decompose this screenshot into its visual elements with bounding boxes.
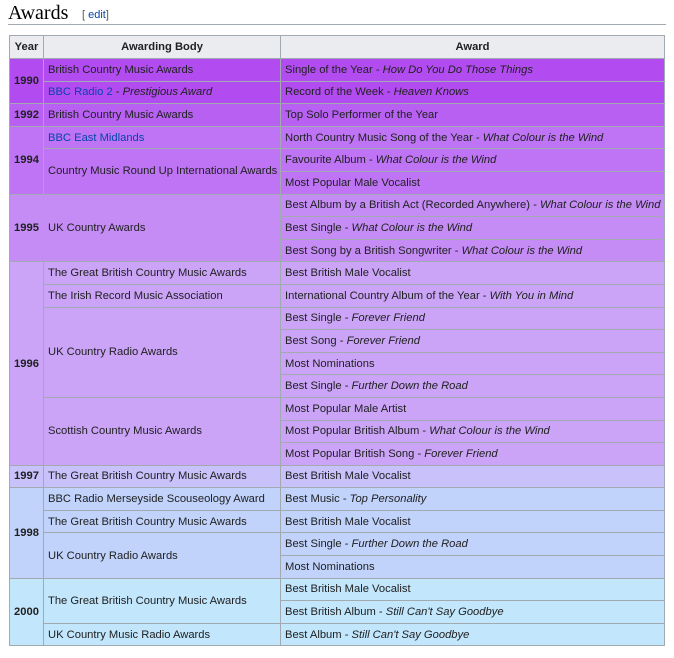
award-work-title: What Colour is the Wind: [429, 425, 550, 438]
awarding-body-name: UK Country Music Radio Awards: [48, 628, 211, 641]
year-cell: [10, 126, 44, 194]
award-category: Best British Male Vocalist: [285, 470, 411, 483]
section-title: Awards: [8, 2, 69, 24]
awarding-body-name: UK Country Radio Awards: [48, 346, 178, 359]
awarding-body-cell: [44, 104, 281, 127]
year-cell: [10, 262, 44, 465]
award-cell: [281, 104, 665, 127]
awarding-body-name[interactable]: BBC Radio 2: [48, 86, 113, 99]
table-row: [10, 397, 665, 420]
awarding-body-name: British Country Music Awards: [48, 108, 194, 121]
table-row: [10, 307, 665, 330]
awarding-body-cell: [44, 533, 281, 578]
award-category: Best Single -: [285, 538, 352, 551]
awarding-body-cell: [44, 149, 281, 194]
awarding-body-cell: [44, 578, 281, 623]
year-label: 1996: [14, 357, 39, 370]
year-cell: [10, 488, 44, 578]
award-cell: [281, 488, 665, 511]
award-cell: [281, 510, 665, 533]
year-cell: [10, 194, 44, 262]
table-row: [10, 465, 665, 488]
edit-link[interactable]: edit: [88, 9, 106, 21]
award-work-title: Still Can't Say Goodbye: [351, 628, 470, 641]
year-label: 1998: [14, 526, 39, 539]
award-cell: [281, 397, 665, 420]
award-cell: [281, 149, 665, 172]
table-row: [10, 578, 665, 601]
year-cell: [10, 104, 44, 127]
awarding-body-cell[interactable]: BBC Radio 2 - Prestigious Award: [44, 81, 281, 104]
award-cell: [281, 352, 665, 375]
edit-section: [ edit]: [82, 9, 109, 21]
award-work-title: How Do You Do Those Things: [382, 63, 533, 76]
awarding-body-name: Country Music Round Up International Awards: [48, 165, 278, 178]
award-category: North Country Music Song of the Year -: [285, 131, 483, 144]
award-category: Favourite Album -: [285, 154, 376, 167]
table-row: [10, 59, 665, 82]
award-work-title: Further Down the Road: [351, 380, 468, 393]
awarding-body-name[interactable]: BBC East Midlands: [48, 131, 145, 144]
award-category: Best British Male Vocalist: [285, 583, 411, 596]
header-year: Year: [10, 36, 44, 59]
year-cell: [10, 578, 44, 646]
awarding-body-cell: [44, 284, 281, 307]
header-award: Award: [281, 36, 665, 59]
award-category: Best Song by a British Songwriter -: [285, 244, 462, 257]
awards-table-body: [10, 59, 665, 646]
award-category: Best Single -: [285, 221, 352, 234]
award-cell: [281, 556, 665, 579]
year-label: 1994: [14, 154, 39, 167]
awarding-body-cell: [44, 262, 281, 285]
award-category: Top Solo Performer of the Year: [285, 108, 438, 121]
award-cell: [281, 59, 665, 82]
year-cell: [10, 59, 44, 104]
year-label: 2000: [14, 606, 39, 619]
award-cell: [281, 330, 665, 353]
awarding-body-cell: [44, 59, 281, 82]
award-category: Best Album by a British Act (Recorded Anywhere) -: [285, 199, 540, 212]
award-work-title: Heaven Knows: [393, 86, 469, 99]
awarding-body-name: The Great British Country Music Awards: [48, 267, 247, 280]
award-work-title: Forever Friend: [351, 312, 425, 325]
awarding-body-name: Scottish Country Music Awards: [48, 425, 202, 438]
award-work-title: What Colour is the Wind: [375, 154, 497, 167]
awards-table: [9, 35, 665, 646]
award-category: Most Popular Male Artist: [285, 402, 407, 415]
awarding-body-cell: [44, 307, 281, 397]
year-label: 1990: [14, 75, 39, 88]
award-work-title: Still Can't Say Goodbye: [385, 606, 504, 619]
award-category: Best Song -: [285, 334, 347, 347]
award-cell: [281, 194, 665, 217]
table-row: [10, 104, 665, 127]
award-work-title: Top Personality: [349, 493, 427, 506]
awarding-body-cell: [44, 397, 281, 465]
award-cell: [281, 126, 665, 149]
award-work-title: Forever Friend: [346, 334, 420, 347]
table-row: [10, 81, 665, 104]
award-category: Best Music -: [285, 493, 350, 506]
award-category: Most Popular British Song -: [285, 447, 425, 460]
award-category: Best British Male Vocalist: [285, 267, 411, 280]
award-cell: [281, 284, 665, 307]
award-category: Record of the Week -: [285, 86, 394, 99]
award-cell: [281, 533, 665, 556]
awarding-body-cell: [44, 488, 281, 511]
award-cell: [281, 375, 665, 398]
award-cell: [281, 465, 665, 488]
award-work-title: What Colour is the Wind: [351, 221, 473, 234]
award-cell: [281, 262, 665, 285]
award-category: Most Popular British Album -: [285, 425, 430, 438]
award-cell: [281, 623, 665, 646]
award-category: Most Nominations: [285, 357, 375, 370]
award-category: Best British Male Vocalist: [285, 515, 411, 528]
award-cell: [281, 420, 665, 443]
year-label: 1995: [14, 221, 39, 234]
table-row: [10, 149, 665, 172]
table-row: [10, 488, 665, 511]
award-category: Single of the Year -: [285, 63, 383, 76]
table-row: [10, 533, 665, 556]
awarding-body-cell[interactable]: [44, 126, 281, 149]
awarding-body-name: The Great British Country Music Awards: [48, 470, 247, 483]
award-work-title: What Colour is the Wind: [461, 244, 583, 257]
awarding-body-name: BBC Radio Merseyside Scouseology Award: [48, 493, 265, 506]
award-cell: [281, 217, 665, 240]
award-category: Most Popular Male Vocalist: [285, 176, 420, 189]
award-work-title: What Colour is the Wind: [539, 199, 661, 212]
award-category: Best Album -: [285, 628, 352, 641]
award-cell: [281, 443, 665, 466]
awarding-body-cell: [44, 623, 281, 646]
award-category: Best Single -: [285, 312, 352, 325]
awarding-body-suffix: Prestigious Award: [122, 86, 213, 99]
award-category: International Country Album of the Year -: [285, 289, 490, 302]
award-category: Best British Album -: [285, 606, 386, 619]
award-work-title: Further Down the Road: [351, 538, 468, 551]
awarding-body-cell: [44, 510, 281, 533]
award-cell: [281, 171, 665, 194]
award-cell: [281, 578, 665, 601]
header-awarding-body: Awarding Body: [44, 36, 281, 59]
awarding-body-name: UK Country Awards: [48, 221, 146, 234]
award-work-title: With You in Mind: [489, 289, 574, 302]
awarding-body-name: British Country Music Awards: [48, 63, 194, 76]
table-row: [10, 194, 665, 217]
award-cell: [281, 307, 665, 330]
award-work-title: What Colour is the Wind: [482, 131, 604, 144]
awarding-body-name: The Great British Country Music Awards: [48, 515, 247, 528]
table-row: [10, 126, 665, 149]
table-row: [10, 262, 665, 285]
table-row: [10, 623, 665, 646]
award-work-title: Forever Friend: [424, 447, 498, 460]
award-cell: [281, 601, 665, 624]
year-cell: [10, 465, 44, 488]
awarding-body-name: UK Country Radio Awards: [48, 549, 178, 562]
awarding-body-cell: [44, 465, 281, 488]
awarding-body-name: The Irish Record Music Association: [48, 289, 223, 302]
section-heading: [8, 0, 666, 25]
table-row: [10, 510, 665, 533]
awarding-body-name: The Great British Country Music Awards: [48, 594, 247, 607]
award-cell: [281, 81, 665, 104]
award-category: Best Single -: [285, 380, 352, 393]
table-row: [10, 284, 665, 307]
award-cell: [281, 239, 665, 262]
award-category: Most Nominations: [285, 560, 375, 573]
year-label: 1992: [14, 108, 39, 121]
awarding-body-cell: [44, 194, 281, 262]
year-label: 1997: [14, 470, 39, 483]
table-header-row: [10, 36, 665, 59]
